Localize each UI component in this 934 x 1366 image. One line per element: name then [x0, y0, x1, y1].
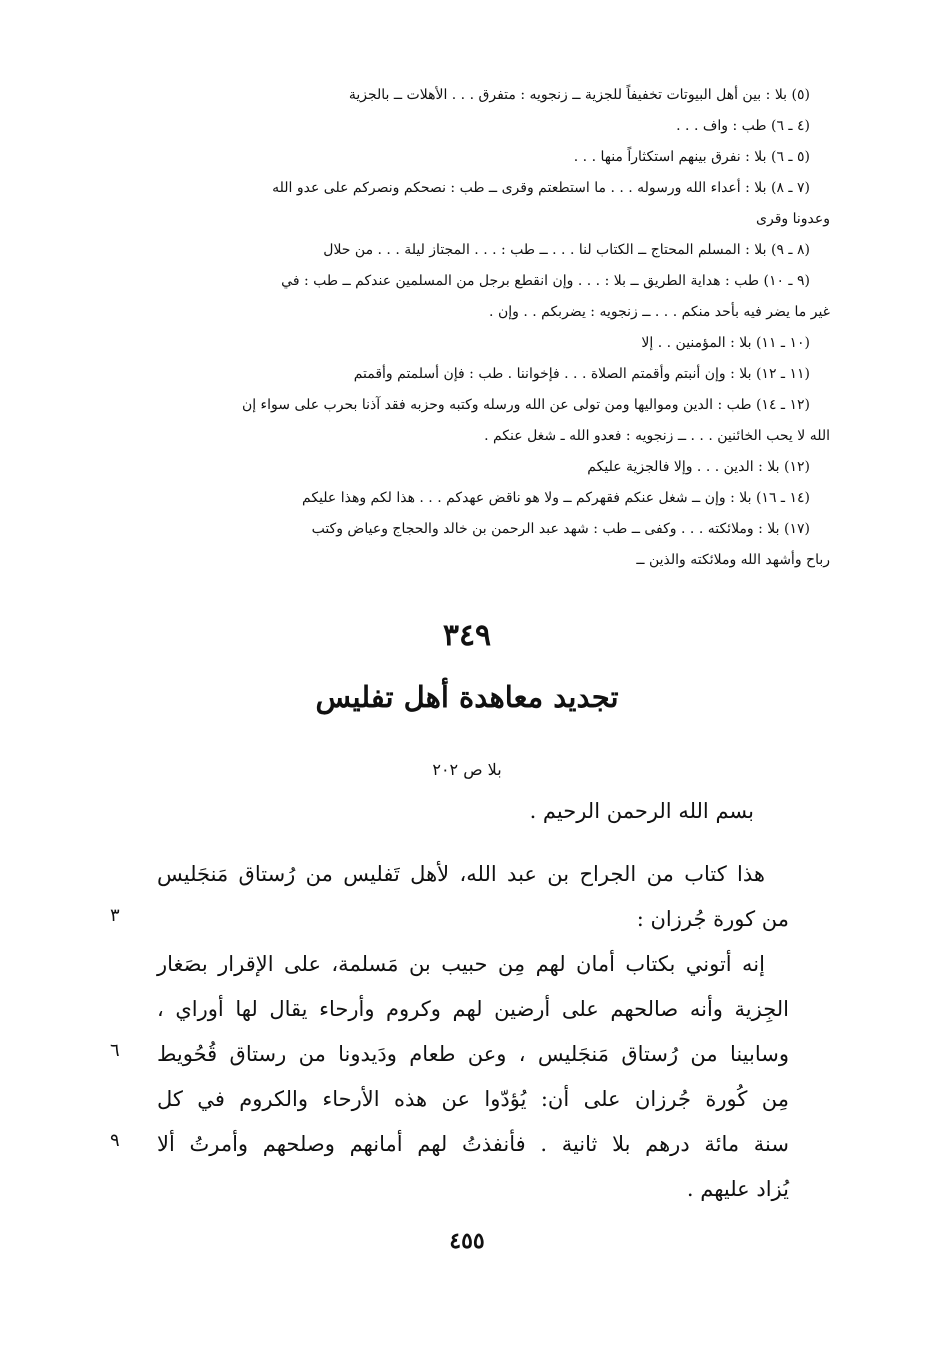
document-title: تجديد معاهدة أهل تفليس	[315, 680, 619, 714]
body-line: هذا كتاب من الجراح بن عبد الله، لأهل تَفليس من رُستاق مَنجَليس	[157, 862, 765, 886]
footnote-line: (٩ ـ ١٠) طب : هداية الطريق ــ بلا : . . . وإن انقطع برجل من المسلمين عندكم ــ طب : في	[281, 273, 810, 289]
footnote-line: (٧ ـ ٨) بلا : أعداء الله ورسوله . . . ما استطعتم وقرى ــ طب : نصحكم ونصركم على عدو الله	[272, 180, 810, 196]
source-reference: بلا ص ٢٠٢	[432, 760, 502, 779]
body-line: مِن كُورة جُرزان على أن: يُؤدّوا عن هذه الأرحاء والكروم في كل	[157, 1087, 789, 1111]
footnote-line: الله لا يحب الخائنين . . . ــ زنجويه : فعدو الله ـ شغل عنكم .	[484, 428, 830, 444]
footnote-line: (١٠ ـ ١١) بلا : المؤمنين . . إلا	[641, 335, 810, 351]
footnote-line: (١٧) بلا : وملائكته . . . وكفى ــ طب : شهد عبد الرحمن بن خالد والحجاج وعياض وكتب	[311, 521, 810, 537]
body-line: سنة مائة درهم بلا ثانية . فأنفذتُ لهم أمانهم وصلحهم وأمرتُ ألا	[157, 1132, 789, 1156]
footnote-line: (٤ ـ ٦) طب : واف . . .	[676, 118, 810, 134]
body-line: الجِزية وأنه صالحهم على أرضين لهم وكروم وأرحاء يقال لها أوراي ،	[157, 997, 789, 1021]
body-line: إنه أتوني بكتاب أمان لهم مِن حبيب بن مَسلمة، على الإقرار بصَغار	[157, 952, 765, 976]
footnote-line: (٥) بلا : بين أهل البيوتات تخفيفاً للجزية ــ زنجويه : متفرق . . . الأهلات ــ بالجزية	[348, 87, 810, 103]
footnote-line: (١٢ ـ ١٤) طب : الدين ومواليها ومن تولى عن الله ورسله وكتبه وحزبه فقد آذنا بحرب على سواء إن	[241, 397, 810, 413]
footnote-line: وعدونا وقرى	[756, 211, 830, 227]
footnotes-apparatus	[180, 80, 830, 576]
basmala: بسم الله الرحمن الرحيم .	[529, 799, 754, 823]
footnote-line: (١٤ ـ ١٦) بلا : وإن ــ شغل عنكم فقهركم ــ ولا هو ناقض عهدكم . . . هذا لكم وهذا عليكم	[302, 490, 810, 506]
page-number: ٤٥٥	[449, 1228, 485, 1254]
footnote-line: رباح وأشهد الله وملائكته والذين ــ	[636, 552, 830, 568]
document-body	[157, 852, 789, 1212]
footnote-line: (١١ ـ ١٢) بلا : وإن أنبتم وأقمتم الصلاة . . . فإخواننا . طب : فإن أسلمتم وأقمتم	[353, 366, 810, 382]
line-number-marker: ٣	[110, 905, 120, 926]
line-number-marker: ٩	[110, 1130, 120, 1151]
body-line: من كورة جُرزان :	[636, 907, 789, 931]
body-line: وسابينا من رُستاق مَنجَليس ، وعن طعام ودَيدونا من رستاق قُحُويط	[157, 1042, 789, 1066]
document-number: ٣٤٩	[442, 618, 492, 653]
footnote-line: (١٢) بلا : الدين . . . وإلا فالجزية عليكم	[587, 459, 810, 475]
body-line: يُزاد عليهم .	[686, 1177, 789, 1201]
line-number-marker: ٦	[110, 1040, 120, 1061]
footnote-line: (٨ ـ ٩) بلا : المسلم المحتاج ــ الكتاب لنا . . . ــ طب : . . . المجتاز ليلة . . . من حلال	[323, 242, 810, 258]
footnote-line: (٥ ـ ٦) بلا : نفرق بينهم استكثاراً منها . . .	[573, 149, 810, 165]
footnote-line: غير ما يضر فيه بأحد منكم . . . ــ زنجويه : يضربكم . . وإن .	[489, 304, 830, 320]
